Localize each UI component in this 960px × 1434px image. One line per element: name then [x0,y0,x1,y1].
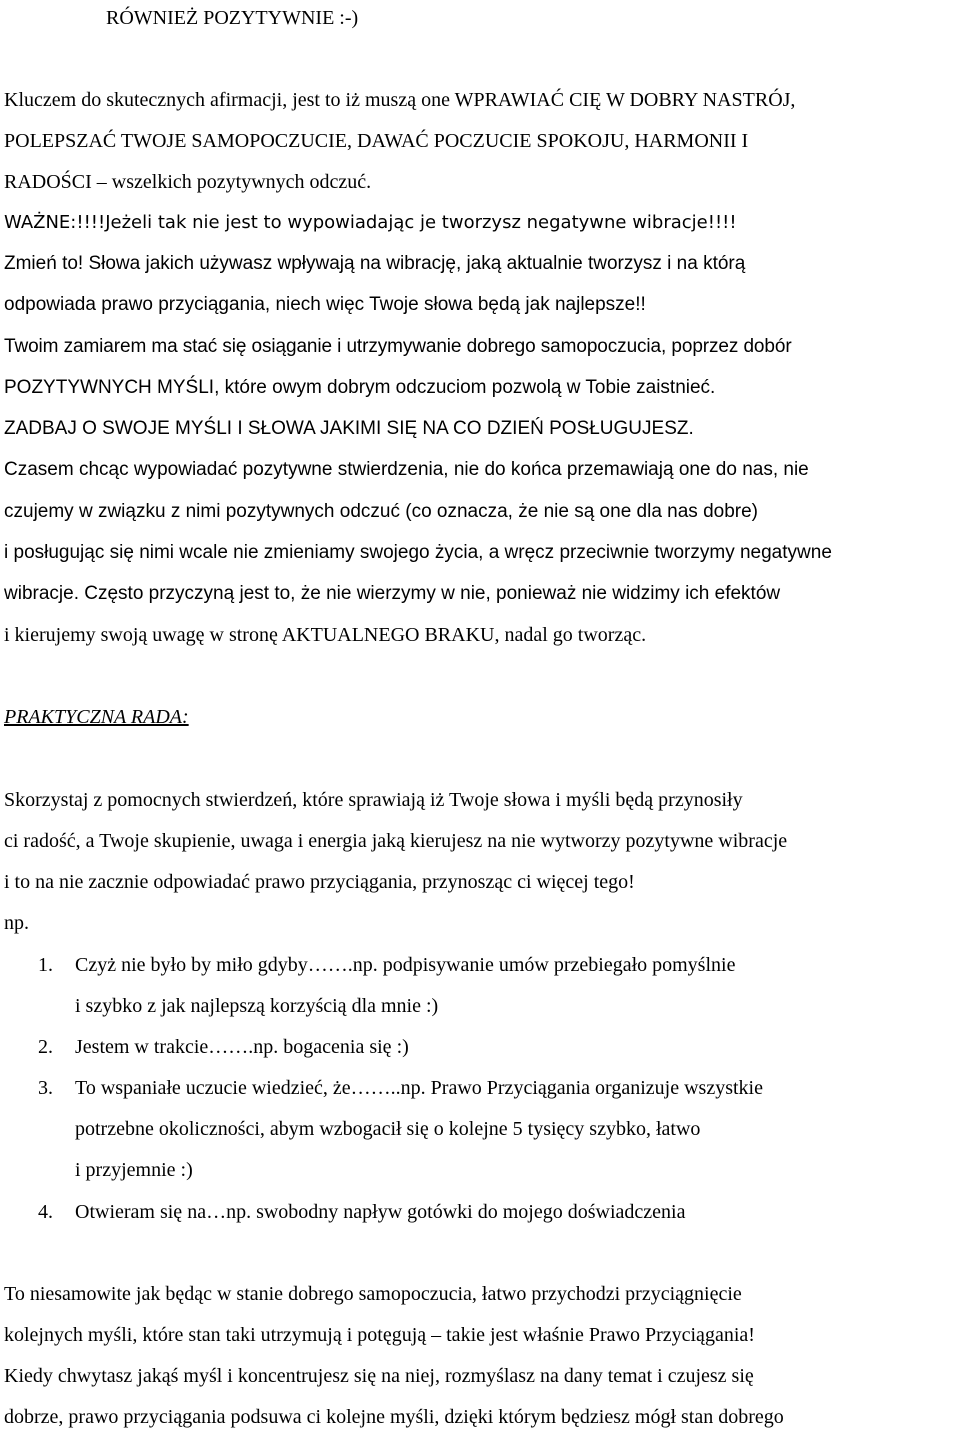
list-item-text: To wspaniałe uczucie wiedzieć, że……..np. Prawo Przyciągania organizuje wszystkie [75,1077,763,1099]
intro-line-10: Czasem chcąc wypowiadać pozytywne stwierdzenia, nie do końca przemawiają one do nas, nie [4,459,809,480]
intro-line-3: RADOŚCI – wszelkich pozytywnych odczuć. [4,171,372,193]
advice-line-4: np. [4,912,29,934]
section-title: PRAKTYCZNA RADA: [4,706,189,728]
intro-line-9: ZADBAJ O SWOJE MYŚLI I SŁOWA JAKIMI SIĘ NA CO DZIEŃ POSŁUGUJESZ. [4,418,694,439]
intro-line-12: i posługując się nimi wcale nie zmieniamy swojego życia, a wręcz przeciwnie tworzymy negatywne [4,542,832,563]
closing-line-1: To niesamowite jak będąc w stanie dobrego samopoczucia, łatwo przychodzi przyciągnięcie [4,1283,742,1305]
intro-line-5: Zmień to! Słowa jakich używasz wpływają na wibrację, jaką aktualnie tworzysz i na którą [4,253,746,274]
list-item-text: i przyjemnie :) [75,1159,193,1181]
list-number: 3. [38,1077,53,1099]
intro-line-4: WAŻNE:!!!!Jeżeli tak nie jest to wypowiadając je tworzysz negatywne wibracje!!!! [4,212,737,233]
list-number: 2. [38,1036,53,1058]
intro-line-13: wibracje. Często przyczyną jest to, że nie wierzymy w nie, ponieważ nie widzimy ich efektów [4,583,781,604]
page-heading: RÓWNIEŻ POZYTYWNIE :-) [106,7,359,29]
intro-line-8: POZYTYWNYCH MYŚLI, które owym dobrym odczuciom pozwolą w Tobie zaistnieć. [4,377,716,398]
list-item-text: i szybko z jak najlepszą korzyścią dla mnie :) [75,995,439,1017]
list-item-text: potrzebne okoliczności, abym wzbogacił się o kolejne 5 tysięcy szybko, łatwo [75,1118,701,1140]
intro-line-2: POLEPSZAĆ TWOJE SAMOPOCZUCIE, DAWAĆ POCZUCIE SPOKOJU, HARMONII I [4,130,749,152]
intro-line-14: i kierujemy swoją uwagę w stronę AKTUALNEGO BRAKU, nadal go tworząc. [4,624,647,646]
list-item-text: Jestem w trakcie…….np. bogacenia się :) [75,1036,409,1058]
list-item-text: Otwieram się na…np. swobodny napływ gotówki do mojego doświadczenia [75,1201,686,1223]
list-number: 4. [38,1201,53,1223]
intro-line-7: Twoim zamiarem ma stać się osiąganie i utrzymywanie dobrego samopoczucia, poprzez dobór [4,336,792,357]
advice-line-3: i to na nie zacznie odpowiadać prawo przyciągania, przynosząc ci więcej tego! [4,871,635,893]
intro-line-11: czujemy w związku z nimi pozytywnych odczuć (co oznacza, że nie są one dla nas dobre) [4,501,759,522]
advice-line-1: Skorzystaj z pomocnych stwierdzeń, które sprawiają iż Twoje słowa i myśli będą przynosiły [4,789,743,811]
closing-line-4: dobrze, prawo przyciągania podsuwa ci kolejne myśli, dzięki którym będziesz mógł stan dobrego [4,1406,784,1428]
advice-line-2: ci radość, a Twoje skupienie, uwaga i energia jaką kierujesz na nie wytworzy pozytywne wibracje [4,830,788,852]
intro-line-6: odpowiada prawo przyciągania, niech więc Twoje słowa będą jak najlepsze!! [4,294,646,315]
closing-line-3: Kiedy chwytasz jakąś myśl i koncentrujesz się na niej, rozmyślasz na dany temat i czujesz się [4,1365,754,1387]
list-number: 1. [38,954,53,976]
list-item-text: Czyż nie było by miło gdyby…….np. podpisywanie umów przebiegało pomyślnie [75,954,736,976]
intro-line-1: Kluczem do skutecznych afirmacji, jest to iż muszą one WPRAWIAĆ CIĘ W DOBRY NASTRÓJ, [4,89,796,111]
closing-line-2: kolejnych myśli, które stan taki utrzymują i potęgują – takie jest właśnie Prawo Przyciągania! [4,1324,755,1346]
